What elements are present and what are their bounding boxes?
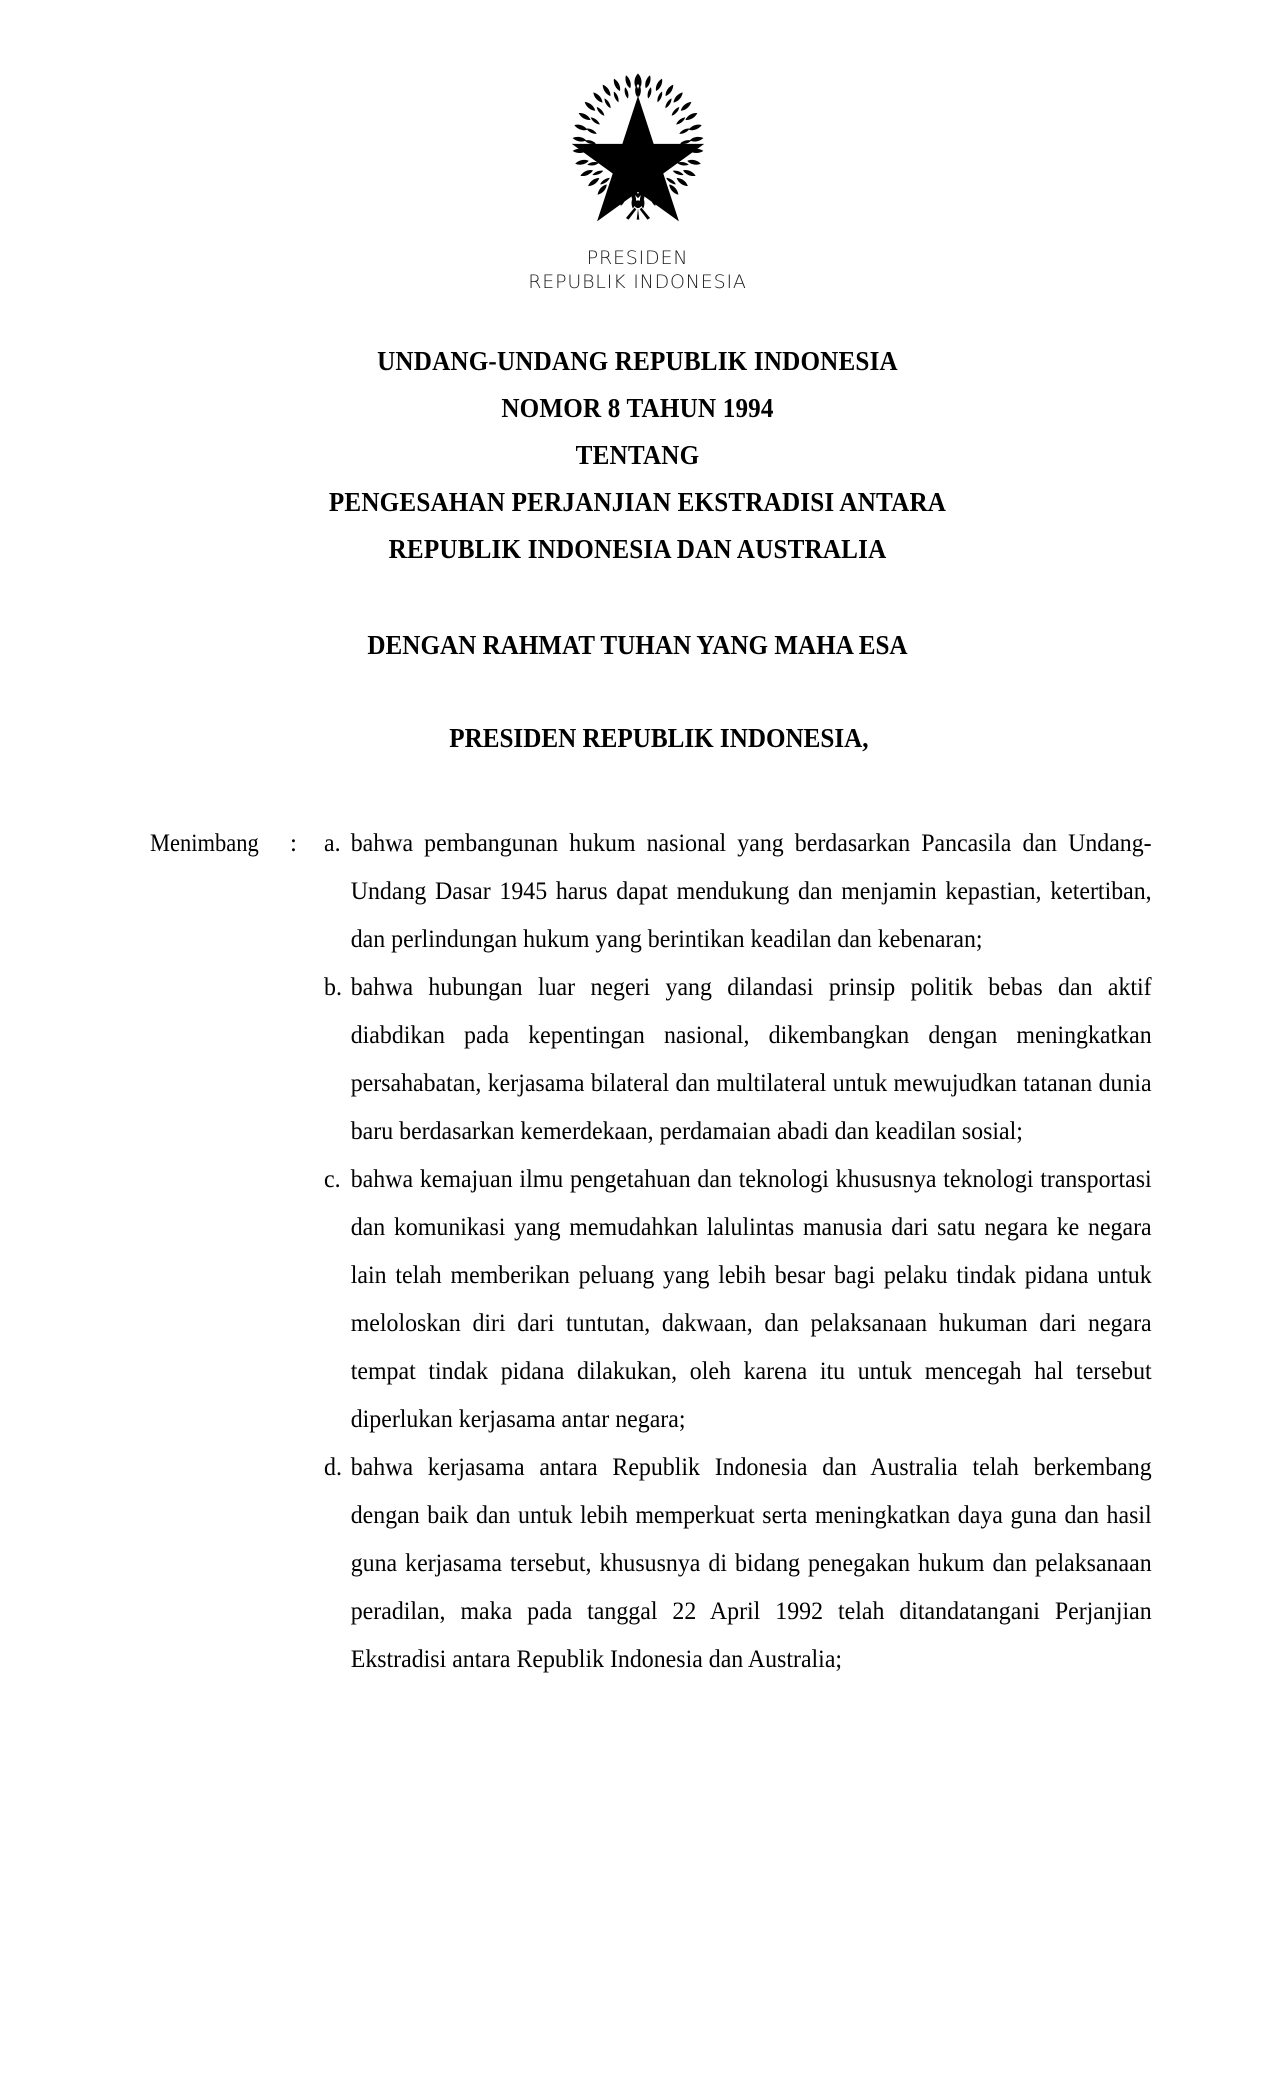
consideration-marker: c.: [324, 1166, 341, 1193]
document-title-block: [0, 338, 1275, 573]
consideration-marker: a.: [324, 830, 341, 857]
consideration-item: [324, 820, 1152, 964]
considerations-colon: :: [290, 830, 297, 857]
consideration-marker: d.: [324, 1454, 342, 1481]
consideration-item: [324, 1156, 1152, 1444]
title-line-5: REPUBLIK INDONESIA DAN AUSTRALIA: [388, 534, 887, 564]
indonesian-presidential-emblem-icon: [552, 58, 724, 230]
consideration-text: bahwa kemajuan ilmu pengetahuan dan teknologi khususnya teknologi transportasi dan komunikasi yang memudahkan lalulintas manusia dari satu negara ke negara lain telah memberikan peluang yang lebih besar bagi pelaku tindak pidana untuk meloloskan diri dari tuntutan, dakwaan, dan pelaksanaan hukuman dari negara tempat tindak pidana dilakukan, oleh karena itu untuk mencegah hal tersebut diperlukan kerjasama antar negara;: [350, 1166, 1152, 1433]
consideration-marker: b.: [324, 974, 342, 1001]
consideration-text: bahwa hubungan luar negeri yang dilandasi prinsip politik bebas dan aktif diabdikan pada kepentingan nasional, dikembangkan dengan meningkatkan persahabatan, kerjasama bilateral dan multilateral untuk mewujudkan tatanan dunia baru berdasarkan kemerdekaan, perdamaian abadi dan keadilan sosial;: [350, 974, 1152, 1145]
considerations-row: [150, 820, 1152, 1684]
consideration-text: bahwa kerjasama antara Republik Indonesia dan Australia telah berkembang dengan baik dan untuk lebih memperkuat serta meningkatkan daya guna dan hasil guna kerjasama tersebut, khususnya di bidang penegakan hukum dan pelaksanaan peradilan, maka pada tanggal 22 April 1992 telah ditandatangani Perjanjian Ekstradisi antara Republik Indonesia dan Australia;: [350, 1454, 1152, 1673]
consideration-item: [324, 1444, 1152, 1684]
considerations-label: Menimbang: [150, 830, 259, 857]
consideration-text: bahwa pembangunan hukum nasional yang berdasarkan Pancasila dan Undang-Undang Dasar 1945 harus dapat mendukung dan menjamin kepastian, ketertiban, dan perlindungan hukum yang berintikan keadilan dan kebenaran;: [350, 830, 1152, 953]
considerations-section: [150, 820, 1152, 1684]
emblem-caption-line-1: PRESIDEN: [586, 247, 689, 269]
signatory-heading: PRESIDEN REPUBLIK INDONESIA,: [449, 723, 869, 753]
emblem-caption-line-2: REPUBLIK INDONESIA: [528, 271, 747, 293]
considerations-items: [324, 820, 1152, 1684]
emblem-container: [0, 58, 1275, 235]
title-line-2: NOMOR 8 TAHUN 1994: [501, 393, 774, 423]
consideration-item: [324, 964, 1152, 1156]
invocation-line: DENGAN RAHMAT TUHAN YANG MAHA ESA: [367, 630, 908, 660]
emblem-caption: [0, 246, 1275, 294]
title-line-4: PENGESAHAN PERJANJIAN EKSTRADISI ANTARA: [328, 487, 947, 517]
title-line-1: UNDANG-UNDANG REPUBLIK INDONESIA: [377, 346, 898, 376]
title-line-3: TENTANG: [575, 440, 700, 470]
